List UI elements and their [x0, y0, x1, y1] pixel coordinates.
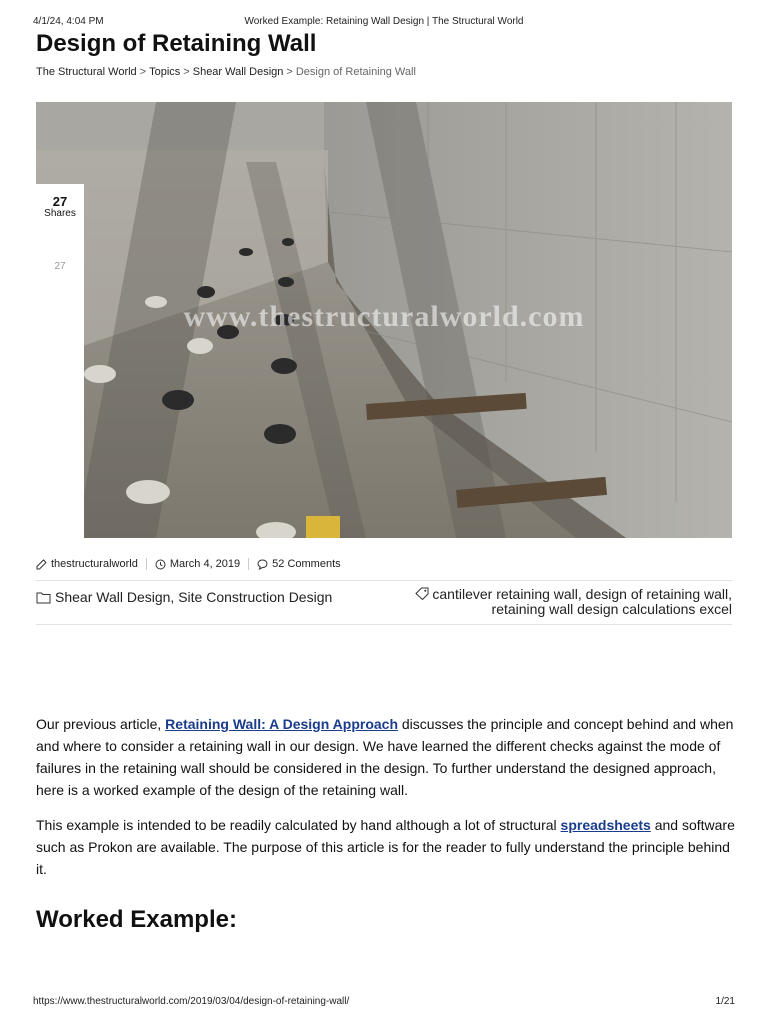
breadcrumb-topics[interactable]: Topics — [149, 66, 181, 78]
print-page-number: 1/21 — [715, 996, 735, 1007]
second-text-end: and software such as Prokon are available. The purpose of this article is for the reader to fully understand the principle behind it. — [36, 817, 735, 877]
edit-icon — [36, 559, 47, 570]
print-datetime: 4/1/24, 4:04 PM — [33, 16, 104, 27]
print-header — [33, 16, 735, 27]
meta-divider-bottom — [36, 624, 732, 625]
post-date — [155, 558, 240, 570]
print-page-title: Worked Example: Retaining Wall Design | The Structural World — [244, 16, 524, 27]
worked-example-heading: Worked Example: — [36, 906, 237, 933]
spreadsheets-link[interactable]: spreadsheets — [560, 817, 651, 833]
post-tags[interactable] — [392, 587, 732, 617]
post-comments[interactable] — [257, 558, 340, 570]
intro-text-end: discusses the principle and concept behind and when and where to consider a retaining wall in our design. We have learned the different checks against the mode of failures in the retaining wall should be considered in the design. To further understand the designed approach, here is a worked example of the design of the retaining wall. — [36, 716, 734, 798]
print-footer — [33, 996, 735, 1007]
post-tags-text-1: cantilever retaining wall, design of retaining wall, — [432, 586, 732, 602]
folder-icon — [36, 591, 51, 604]
share-label: Shares — [44, 208, 76, 219]
comment-icon — [257, 559, 268, 570]
print-url: https://www.thestructuralworld.com/2019/03/04/design-of-retaining-wall/ — [33, 996, 350, 1007]
post-comments-text: 52 Comments — [272, 558, 341, 570]
share-sidebar[interactable] — [36, 184, 84, 538]
post-categories[interactable] — [36, 589, 332, 605]
breadcrumb-separator: > — [183, 66, 190, 78]
tag-icon — [415, 587, 429, 600]
intro-paragraph — [36, 713, 736, 801]
breadcrumb — [36, 66, 416, 78]
post-tags-text-2: retaining wall design calculations excel — [491, 601, 732, 617]
hero-image — [36, 102, 732, 538]
second-text-start: This example is intended to be readily calculated by hand although a lot of structural — [36, 817, 561, 833]
intro-text-start: Our previous article, — [36, 716, 166, 732]
clock-icon — [155, 559, 166, 570]
post-author[interactable] — [36, 558, 138, 570]
meta-divider — [146, 558, 147, 570]
share-count-secondary: 27 — [54, 261, 66, 272]
meta-divider-top — [36, 580, 732, 581]
post-tags-line-1 — [392, 587, 732, 602]
post-author-name: thestructuralworld — [51, 558, 138, 570]
breadcrumb-separator: > — [286, 66, 293, 78]
breadcrumb-separator: > — [139, 66, 147, 78]
breadcrumb-shear-wall-design[interactable]: Shear Wall Design — [192, 66, 284, 78]
post-meta — [36, 558, 341, 570]
page-title: Design of Retaining Wall — [36, 30, 317, 57]
breadcrumb-current: Design of Retaining Wall — [295, 66, 416, 78]
breadcrumb-home[interactable]: The Structural World — [36, 66, 137, 78]
post-date-text: March 4, 2019 — [169, 558, 241, 570]
second-paragraph — [36, 814, 736, 880]
meta-divider — [248, 558, 249, 570]
post-categories-text: Shear Wall Design, Site Construction Design — [55, 589, 333, 605]
hero-watermark: www.thestructuralworld.com — [183, 300, 585, 333]
retaining-wall-approach-link[interactable]: Retaining Wall: A Design Approach — [165, 716, 398, 732]
share-count: 27 — [52, 194, 68, 209]
